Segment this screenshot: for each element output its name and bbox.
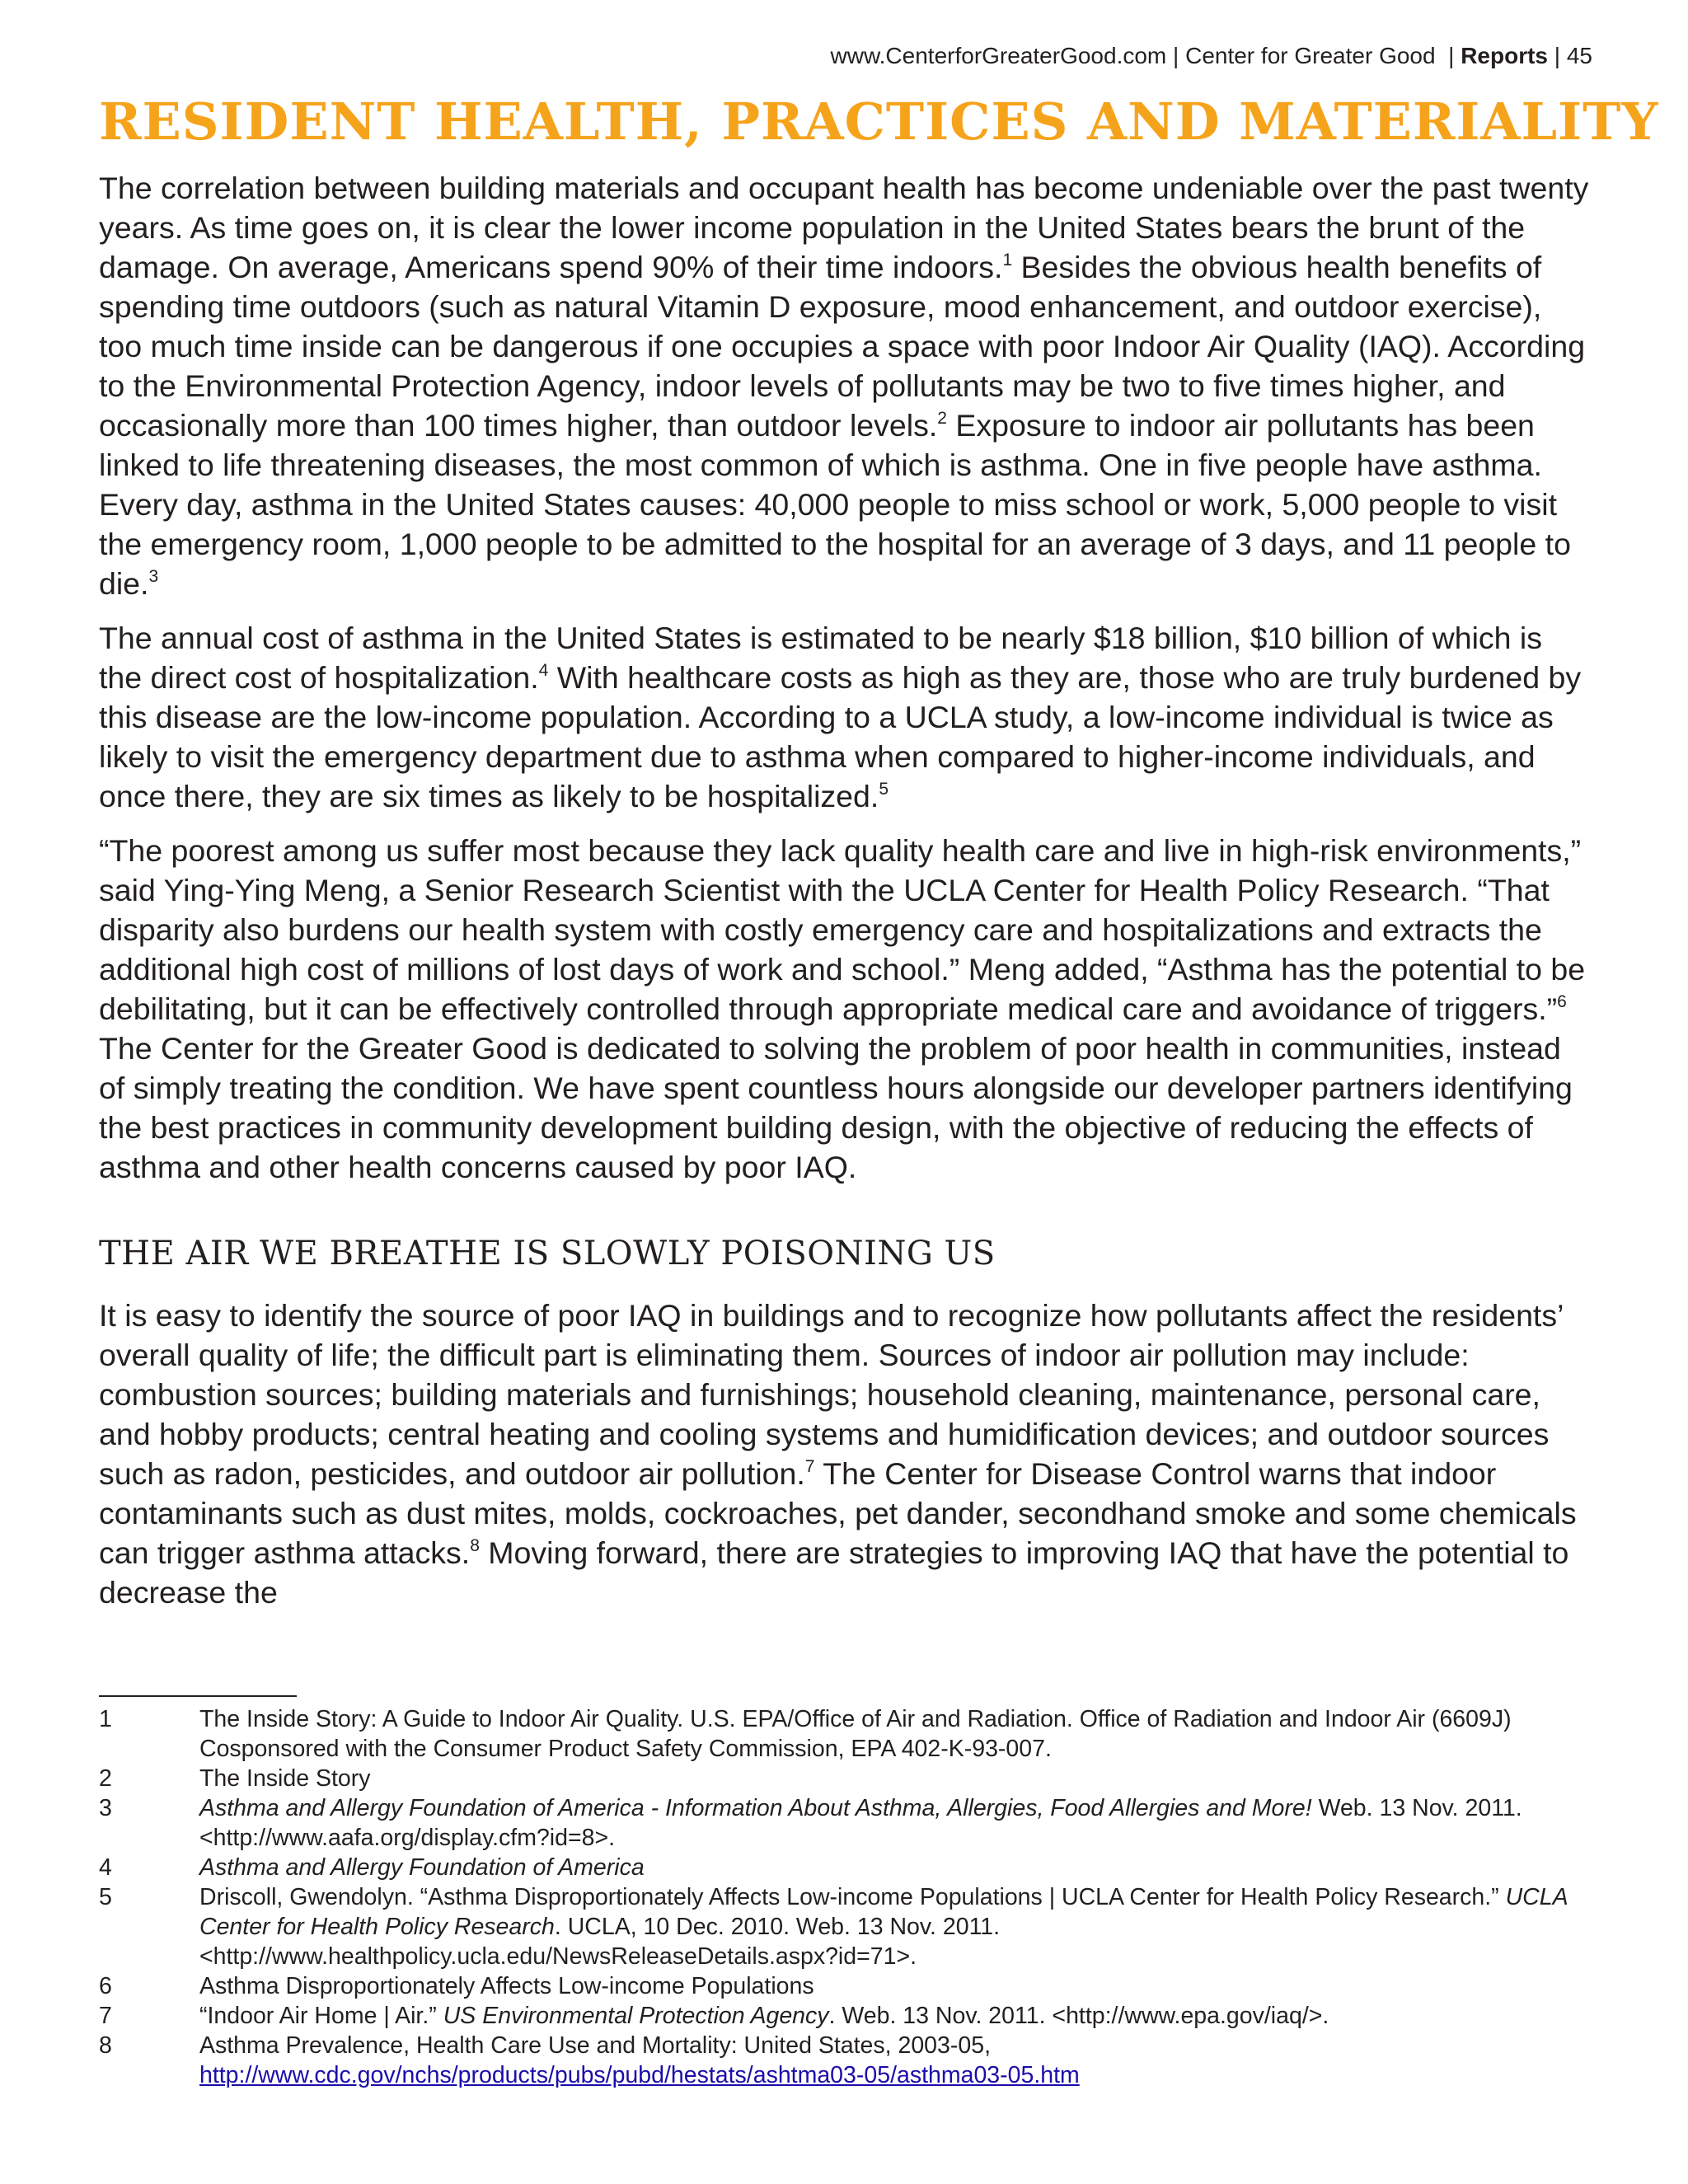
footnote-ref: 1 (1002, 251, 1013, 269)
footnote-number: 8 (99, 2032, 112, 2059)
paragraph-4: It is easy to identify the source of poor IAQ in buildings and to recognize how pollutants affect the residents’ overall quality of life; the difficult part is eliminating them. Sources of indoor air pollution may include: combustion sources; building materials and furnishings; household cleaning, maintenance, personal care, and hobby products; central heating and cooling systems and humidification devices; and outdoor sources such as radon, pesticides, and outdoor air pollution.$^7$ The Center for Disease Control warns that indoor contaminants such as dust mites, molds, cockroaches, pet dander, secondhand smoke and some chemicals can trigger asthma attacks.$^8$ Moving forward, there are strategies to improving IAQ that have the potential to decrease the (99, 1298, 1577, 1610)
running-header (831, 41, 1592, 71)
body-text (99, 168, 1592, 1627)
paragraph-3: “The poorest among us suffer most because they lack quality health care and live in high-risk environments,” said Ying-Ying Meng, a Senior Research Scientist with the UCLA Center for Health Policy Research. “That disparity also burdens our health system with costly emergency care and hospitalizations and extracts the additional high cost of millions of lost days of work and school.” Meng added, “Asthma has the potential to be debilitating, but it can be effectively controlled through appropriate medical care and avoidance of triggers.”$^6$ The Center for the Greater Good is dedicated to solving the problem of poor health in communities, instead of simply treating the condition. We have spent countless hours alongside our developer partners identifying the best practices in community development building design, with the objective of reducing the effects of asthma and other health concerns caused by poor IAQ. (99, 833, 1586, 1184)
footnote-number: 7 (99, 2003, 112, 2029)
footnotes (99, 1704, 1592, 2090)
page-title: RESIDENT HEALTH, PRACTICES AND MATERIALITY (99, 91, 1659, 152)
cdc-report-link[interactable]: http://www.cdc.gov/nchs/products/pubs/pubd/hestats/ashtma03-05/asthma03-05.htm (199, 2062, 1080, 2088)
footnote-number: 1 (99, 1706, 112, 1732)
section-heading: THE AIR WE BREATHE IS SLOWLY POISONING US (99, 1235, 996, 1272)
footnote-ref: 2 (937, 409, 947, 428)
footnote-ref: 5 (879, 780, 889, 799)
footnote-text: Asthma Disproportionately Affects Low-income Populations (199, 1973, 814, 1999)
header-org-name: Center for Greater Good (1185, 43, 1436, 68)
footnote-1 (99, 1704, 1592, 1764)
page-number: 45 (1566, 43, 1592, 68)
header-separator: | (1448, 43, 1455, 68)
footnote-text: Asthma and Allergy Foundation of America (199, 1854, 645, 1881)
footnote-text: Driscoll, Gwendolyn. “Asthma Disproportionately Affects Low-income Populations | UCLA Center for Health Policy Research.” UCLA Center for Health Policy Research. UCLA, 10 Dec. 2010. Web. 13 Nov. 2011. <http://www.healthpolicy.ucla.edu/NewsReleaseDetails.aspx?id=71>. (199, 1884, 1568, 1970)
footnote-text: The Inside Story: A Guide to Indoor Air Quality. U.S. EPA/Office of Air and Radiation. Office of Radiation and Indoor Air (6609J) Cosponsored with the Consumer Product Safety Commission, EPA 402-K-93-007. (199, 1706, 1512, 1762)
footnote-ref: 6 (1557, 992, 1567, 1011)
footnote-number: 6 (99, 1973, 112, 1999)
footnote-2 (99, 1764, 1592, 1793)
footnote-ref: 4 (538, 661, 549, 680)
footnote-3 (99, 1793, 1592, 1853)
footnote-number: 3 (99, 1795, 112, 1821)
footnote-text: Asthma and Allergy Foundation of America - Information About Asthma, Allergies, Food Allergies and More! Web. 13 Nov. 2011. <http://www.aafa.org/display.cfm?id=8>. (199, 1795, 1522, 1851)
header-separator: | (1173, 43, 1179, 68)
footnote-7 (99, 2001, 1592, 2031)
footnote-text: “Indoor Air Home | Air.” US Environmental Protection Agency. Web. 13 Nov. 2011. <http://www.epa.gov/iaq/>. (199, 2003, 1329, 2029)
footnote-text: The Inside Story (199, 1765, 371, 1792)
footnote-5 (99, 1882, 1592, 1971)
footnote-number: 5 (99, 1884, 112, 1910)
footnote-ref: 8 (470, 1536, 480, 1555)
footnote-divider (99, 1695, 297, 1697)
footnote-number: 4 (99, 1854, 112, 1881)
header-site-url[interactable]: www.CenterforGreaterGood.com (830, 43, 1167, 68)
footnote-number: 2 (99, 1765, 112, 1792)
footnote-ref: 7 (804, 1457, 815, 1476)
header-section: Reports (1461, 43, 1548, 68)
footnote-text: Asthma Prevalence, Health Care Use and Mortality: United States, 2003-05, http://www.cdc.gov/nchs/products/pubs/pubd/hestats/ashtma03-05/asthma03-05.htm (199, 2032, 1080, 2088)
header-separator: | (1554, 43, 1561, 68)
footnote-8 (99, 2031, 1592, 2090)
footnote-4 (99, 1853, 1592, 1882)
paragraph-2: The annual cost of asthma in the United States is estimated to be nearly $18 billion, $10 billion of which is the direct cost of hospitalization.$^4$ With healthcare costs as high as they are, those who are truly burdened by this disease are the low-income population. According to a UCLA study, a low-income individual is twice as likely to visit the emergency department due to asthma when compared to higher-income individuals, and once there, they are six times as likely to be hospitalized.$^5$ (99, 621, 1582, 813)
paragraph-1: The correlation between building materials and occupant health has become undeniable over the past twenty years. As time goes on, it is clear the lower income population in the United States bears the brunt of the damage. On average, Americans spend 90% of their time indoors.$^1$ Besides the obvious health benefits of spending time outdoors (such as natural Vitamin D exposure, mood enhancement, and outdoor exercise), too much time inside can be dangerous if one occupies a space with poor Indoor Air Quality (IAQ). According to the Environmental Protection Agency, indoor levels of pollutants may be two to five times higher, and occasionally more than 100 times higher, than outdoor levels.$^2$ Exposure to indoor air pollutants has been linked to life threatening diseases, the most common of which is asthma. One in five people have asthma. Every day, asthma in the United States causes: 40,000 people to miss school or work, 5,000 people to visit the emergency room, 1,000 people to be admitted to the hospital for an average of 3 days, and 11 people to die.$^3$ (99, 171, 1589, 601)
footnote-6 (99, 1971, 1592, 2001)
footnote-ref: 3 (148, 567, 159, 586)
